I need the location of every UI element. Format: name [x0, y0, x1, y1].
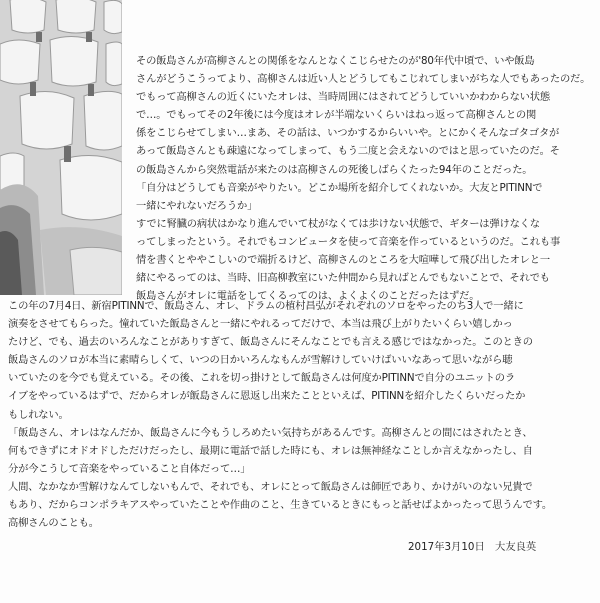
text-line: もあり、だからコンポラキアスやっていたことや作曲のこと、生きているときにもっと話せばよかったって思うんです。: [8, 499, 552, 512]
quote-line: 分が今こうして音楽をやっていること自体だって…」: [8, 462, 251, 475]
text-line: さんがどうこうってより、高柳さんは近い人とどうしてもこじれてしまいがちな人でもあったのだ。: [136, 73, 591, 86]
text-line: いていたのを今でも覚えている。その後、これを切っ掛けとして飯島さんは何度かPITINNで自分のユニットのラ: [8, 372, 515, 385]
text-line: 人間、なかなか雪解けなんてしないもんで、それでも、オレにとって飯島さんは師匠であり、かけがいのない兄貴で: [8, 480, 533, 493]
text-line: 飯島さんがオレに電話をしてくるってのは、よくよくのことだったはずだ。: [136, 290, 480, 303]
quote-line: 「飯島さん、オレはなんだか、飯島さんに今もうしろめたい気持ちがあるんです。高柳さんとの間にはされたとき、: [8, 426, 533, 439]
date-signature: 2017年3月10日 大友良英: [408, 541, 537, 553]
text-line: たけど、でも、過去のいろんなことがありすぎて、飯島さんにそんなことでも言える感じではなかった。このときの: [8, 336, 533, 349]
text-line: 演奏をさせてもらった。憧れていた飯島さんと一緒にやれるってだけで、本当は飛び上がりたいくらい嬉しかっ: [8, 318, 513, 331]
text-line: イブをやっているはずで、だからオレが飯島さんに恩返し出来たことといえば、PITINNを紹介したくらいだったか: [8, 390, 526, 403]
text-line: 係をこじらせてしまい…まあ、その話は、いつかするからいいや。とにかくそんなゴタゴタが: [136, 127, 560, 140]
text-line: で…。でもってその2年後には今度はオレが半端ないくらいはねっ返って高柳さんとの関: [136, 109, 537, 122]
quote-line: 「自分はどうしても音楽がやりたい。どこか場所を紹介してくれないか。大友とPITINNで: [136, 181, 543, 194]
quote-line: 何もできずにオドオドしただけだったし、最期に電話で話した時にも、オレは無神経なことしか言えなかったし、自: [8, 444, 533, 457]
text-line: の飯島さんから突然電話が来たのは高柳さんの死後しばらくたった94年のことだった。: [136, 163, 533, 176]
text-line: 緒にやるってのは、当時、旧高柳教室にいた仲間から見ればとんでもないことで、それでも: [136, 272, 550, 285]
text-line: 高柳さんのことも。: [8, 517, 99, 530]
text-line: 情を書くとややこしいので端折るけど、高柳さんのところを大喧嘩して飛び出したオレと一: [136, 254, 550, 267]
body-paragraph-1: [136, 52, 596, 305]
text-line: この年の7月4日、新宿PITINNで、飯島さん、オレ、ドラムの植村昌弘がそれぞれのソロをやったのち3人で一緒に: [8, 300, 524, 312]
quote-line: 一緒にやれないだろうか」: [136, 199, 258, 212]
text-line: その飯島さんが高柳さんとの関係をなんとなくこじらせたのが'80年代中頃で、いや飯島: [136, 55, 535, 67]
text-line: ってしまったという。それでもコンピュータを使って音楽を作っているというのだ。これも事: [136, 235, 561, 248]
text-line: すでに腎臓の病状はかなり進んでいて杖がなくては歩けない状態で、ギターは弾けなくな: [136, 217, 540, 230]
text-line: 飯島さんのソロが本当に素晴らしくて、いつの日かいろんなもんが雪解けしていけばいいなあって思いながら聴: [8, 354, 513, 367]
chair-photo: [0, 0, 122, 295]
body-paragraph-2: [8, 297, 596, 532]
text-line: あって飯島さんとも疎遠になってしまって、もう二度と会えないのではと思っていたのだ。そ: [136, 145, 560, 158]
text-line: もしれない。: [8, 408, 69, 421]
text-line: でもって高柳さんの近くにいたオレは、当時周囲にはされてどうしていいかわからない状態: [136, 91, 550, 104]
